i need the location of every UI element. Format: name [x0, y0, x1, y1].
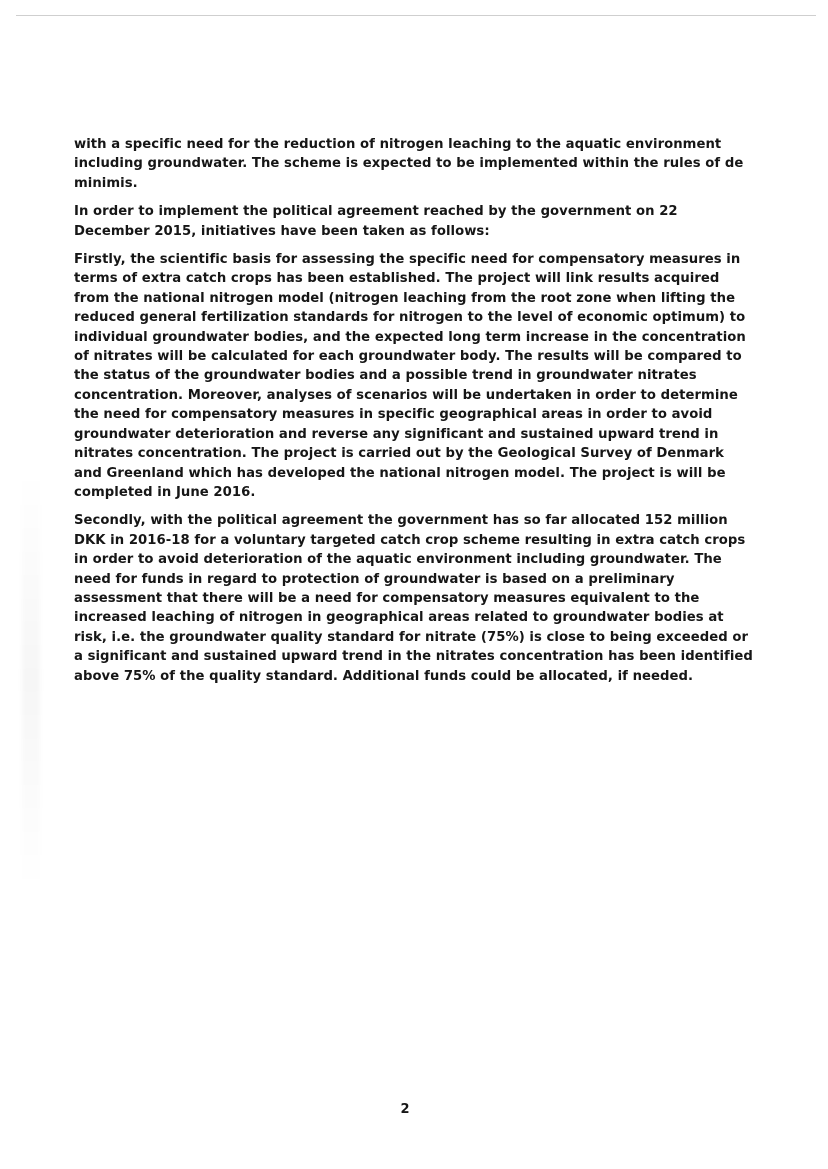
scan-artifact — [22, 470, 40, 890]
page-number: 2 — [400, 1102, 410, 1117]
paragraph-continuation: with a specific need for the reduction of nitrogen leaching to the aquatic environment including groundwater. The scheme is expected to be implemented within the rules of de minimis. — [74, 137, 744, 191]
document-body — [74, 135, 754, 695]
paragraph-political-agreement: In order to implement the political agreement reached by the government on 22 December 2015, initiatives have been taken as follows: — [74, 204, 678, 239]
paragraph-firstly: Firstly, the scientific basis for assessing the specific need for compensatory measures in terms of extra catch crops has been established. The project will link results acquired from the national nitrogen model (nitrogen leaching from the root zone when lifting the reduced general fertilization standards for nitrogen to the level of economic optimum) to individual groundwater bodies, and the expected long term increase in the concentration of nitrates will be calculated for each groundwater body. The results will be compared to the status of the groundwater bodies and a possible trend in groundwater nitrates concentration. Moreover, analyses of scenarios will be undertaken in order to determine the need for compensatory measures in specific geographical areas in order to avoid groundwater deterioration and reverse any significant and sustained upward trend in nitrates concentration. The project is carried out by the Geological Survey of Denmark and Greenland which has developed the national nitrogen model. The project is will be completed in June 2016. — [74, 252, 746, 500]
header-rule — [16, 15, 816, 16]
paragraph-secondly: Secondly, with the political agreement the government has so far allocated 152 million DKK in 2016-18 for a voluntary targeted catch crop scheme resulting in extra catch crops in order to avoid deterioration of the aquatic environment including groundwater. The need for funds in regard to protection of groundwater is based on a preliminary assessment that there will be a need for compensatory measures equivalent to the increased leaching of nitrogen in geographical areas related to groundwater bodies at risk, i.e. the groundwater quality standard for nitrate (75%) is close to being exceeded or a significant and sustained upward trend in the nitrates concentration has been identified above 75% of the quality standard. Additional funds could be allocated, if needed. — [74, 513, 753, 684]
